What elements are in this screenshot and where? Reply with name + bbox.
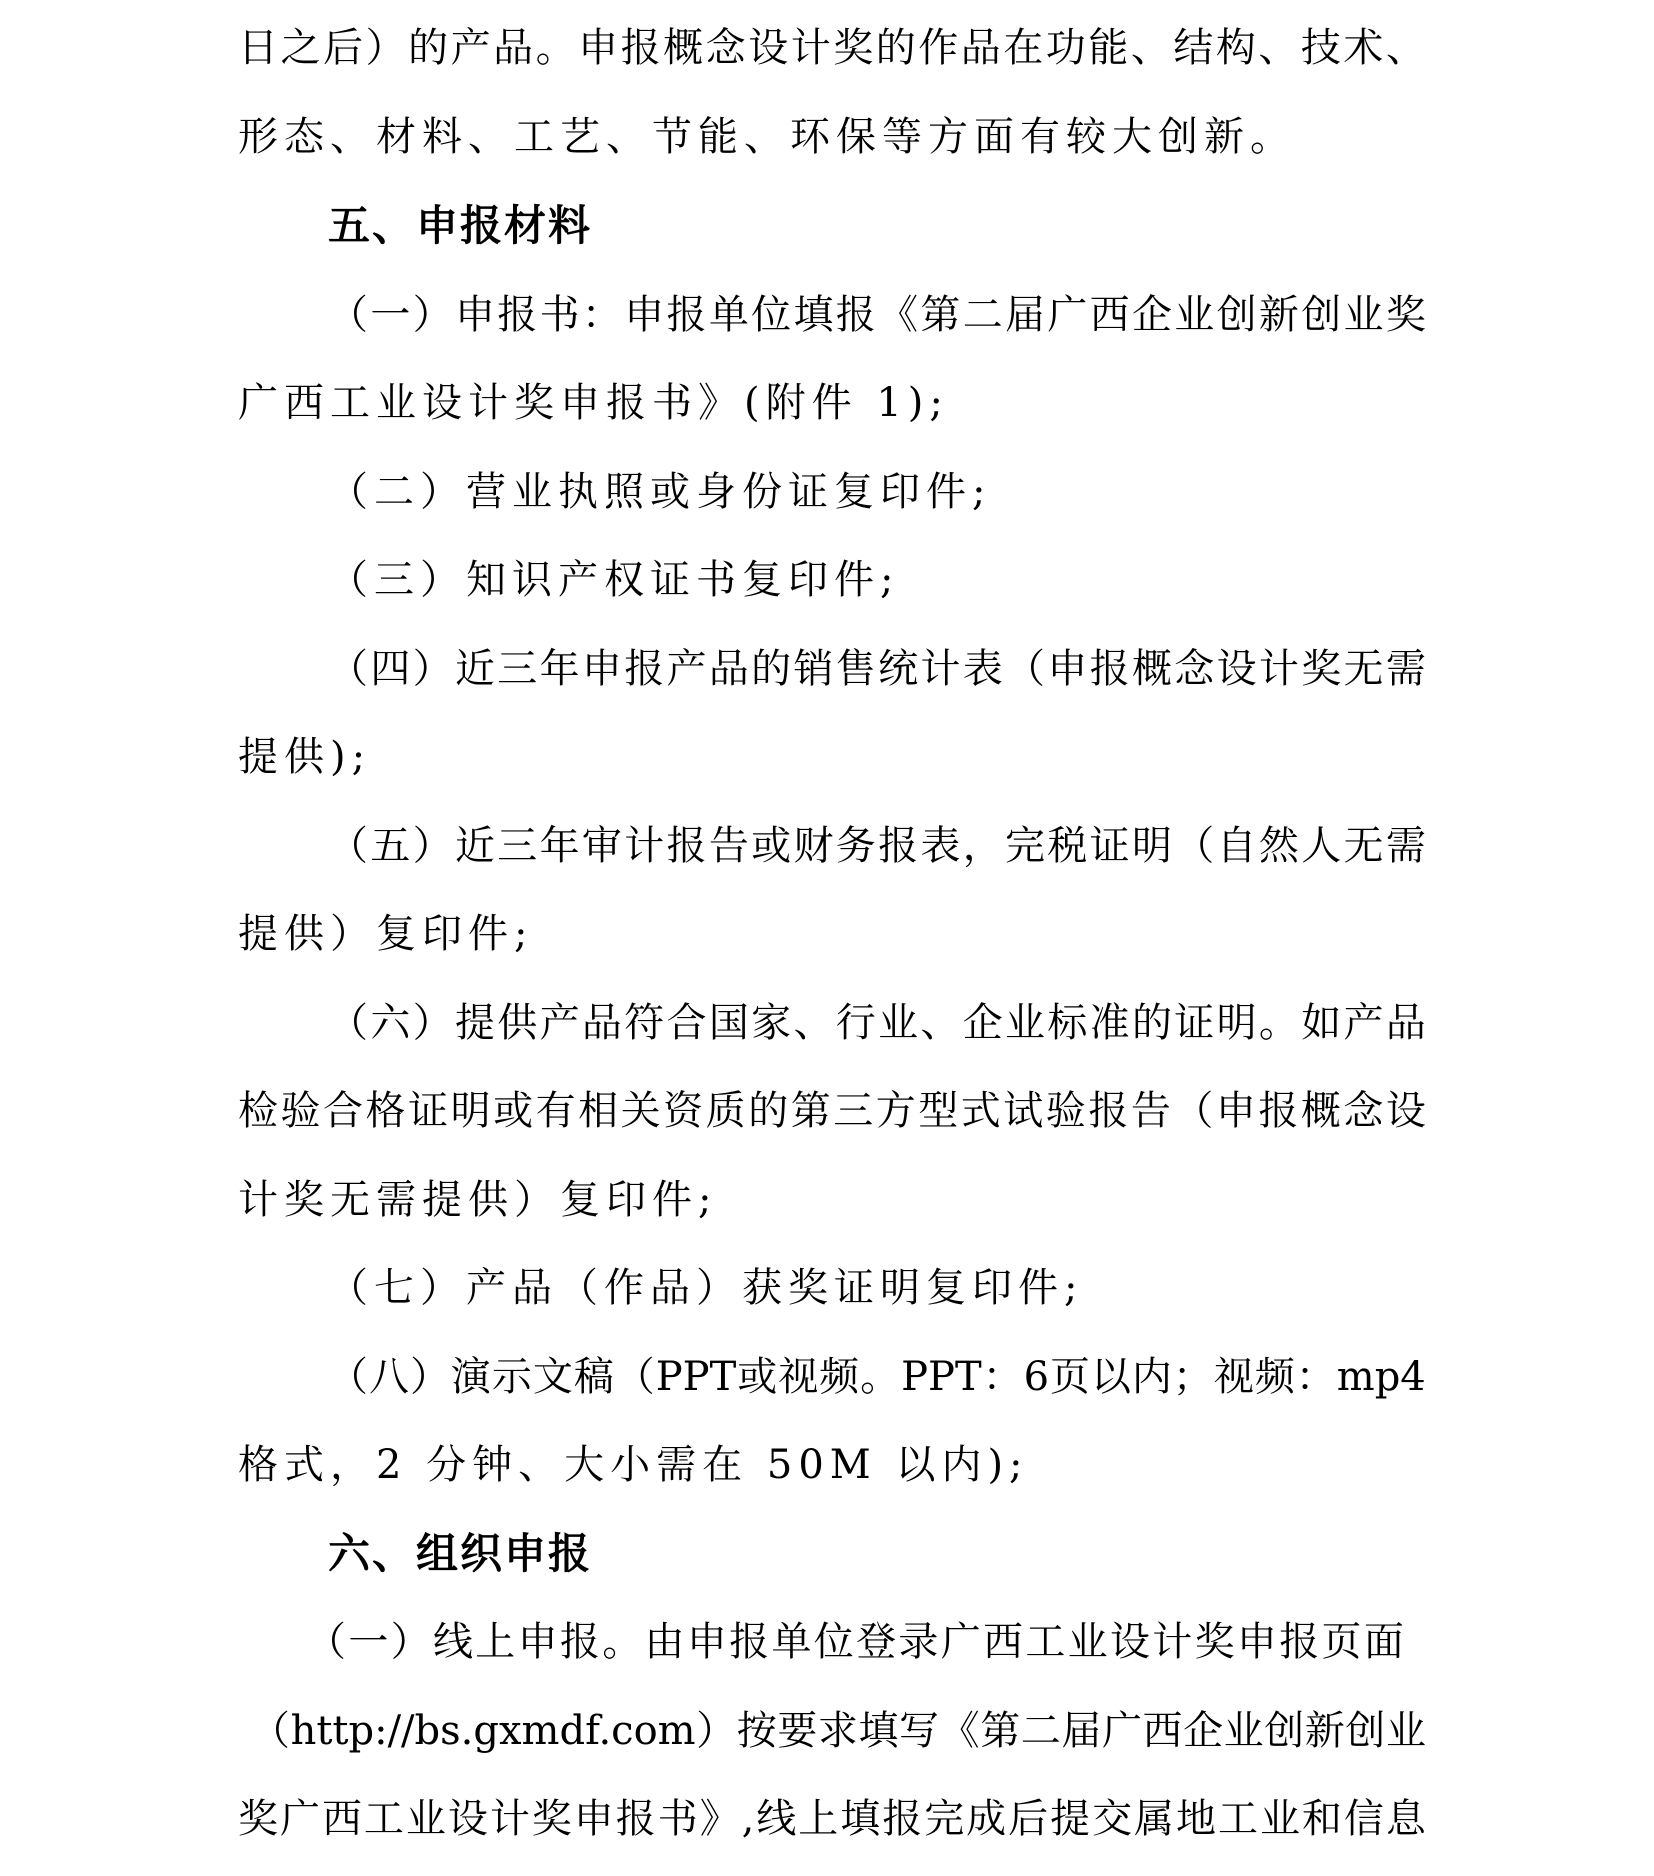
s5-item-7: （七）产品（作品）获奖证明复印件; xyxy=(328,1265,1084,1311)
s5-item-4-line-1: （ 四 ） 近 三 年 申 报 产 品 的 销 售 统 计 表 （ 申 报 概 念 设 计 奖 无 需 xyxy=(328,646,1426,692)
section-6-heading: 六、组织申报 xyxy=(328,1529,593,1578)
s5-item-1-line-2: 广西工业设计奖申报书》(附件 1); xyxy=(238,380,949,426)
s6-item-1-line-1: （ 一 ） 线 上 申 报 。 由 申 报 单 位 登 录 广 西 工 业 设 计 奖 申 报 页 面 xyxy=(306,1619,1404,1665)
s5-item-2: （二）营业执照或身份证复印件; xyxy=(328,469,992,515)
s5-item-8-line-1: （ 八 ） 演 示 文 稿 （ PPT 或 视 频 。 PPT ： 6 页 以 内 ； 视 频 ： mp4 xyxy=(328,1354,1426,1400)
s5-item-6-line-2: 检 验 合 格 证 明 或 有 相 关 资 质 的 第 三 方 型 式 试 验 报 告 （ 申 报 概 念 设 xyxy=(238,1088,1426,1134)
s5-item-5-line-1: （ 五 ） 近 三 年 审 计 报 告 或 财 务 报 表 ， 完 税 证 明 （ 自 然 人 无 需 xyxy=(328,823,1426,869)
section-5-heading: 五、申报材料 xyxy=(328,201,593,250)
s5-item-3: （三）知识产权证书复印件; xyxy=(328,557,900,603)
s6-item-1-line-3: 奖 广 西 工 业 设 计 奖 申 报 书 》 , 线 上 填 报 完 成 后 提 交 属 地 工 业 和 信 息 xyxy=(238,1796,1426,1842)
s5-item-8-line-2: 格式，2 分钟、大小需在 50M 以内); xyxy=(238,1442,1029,1488)
s5-item-5-line-2: 提供）复印件; xyxy=(238,911,534,957)
s5-item-4-line-2: 提供); xyxy=(238,734,372,780)
intro-line-2: 形态、材料、工艺、节能、环保等方面有较大创新。 xyxy=(238,114,1296,160)
s5-item-6-line-1: （ 六 ） 提 供 产 品 符 合 国 家 、 行 业 、 企 业 标 准 的 证 明 。 如 产 品 xyxy=(328,1000,1426,1046)
s5-item-1-line-1: （ 一 ） 申 报 书 ： 申 报 单 位 填 报 《 第 二 届 广 西 企 业 创 新 创 业 奖 xyxy=(328,292,1426,338)
s5-item-6-line-3: 计奖无需提供）复印件; xyxy=(238,1177,718,1223)
intro-line-1: 日 之 后 ） 的 产 品 。 申 报 概 念 设 计 奖 的 作 品 在 功 能 、 结 构 、 技 术 、 xyxy=(238,25,1426,71)
s6-item-1-line-2: （ http://bs.gxmdf.com ） 按 要 求 填 写 《 第 二 届 广 西 企 业 创 新 创 业 xyxy=(250,1708,1426,1754)
